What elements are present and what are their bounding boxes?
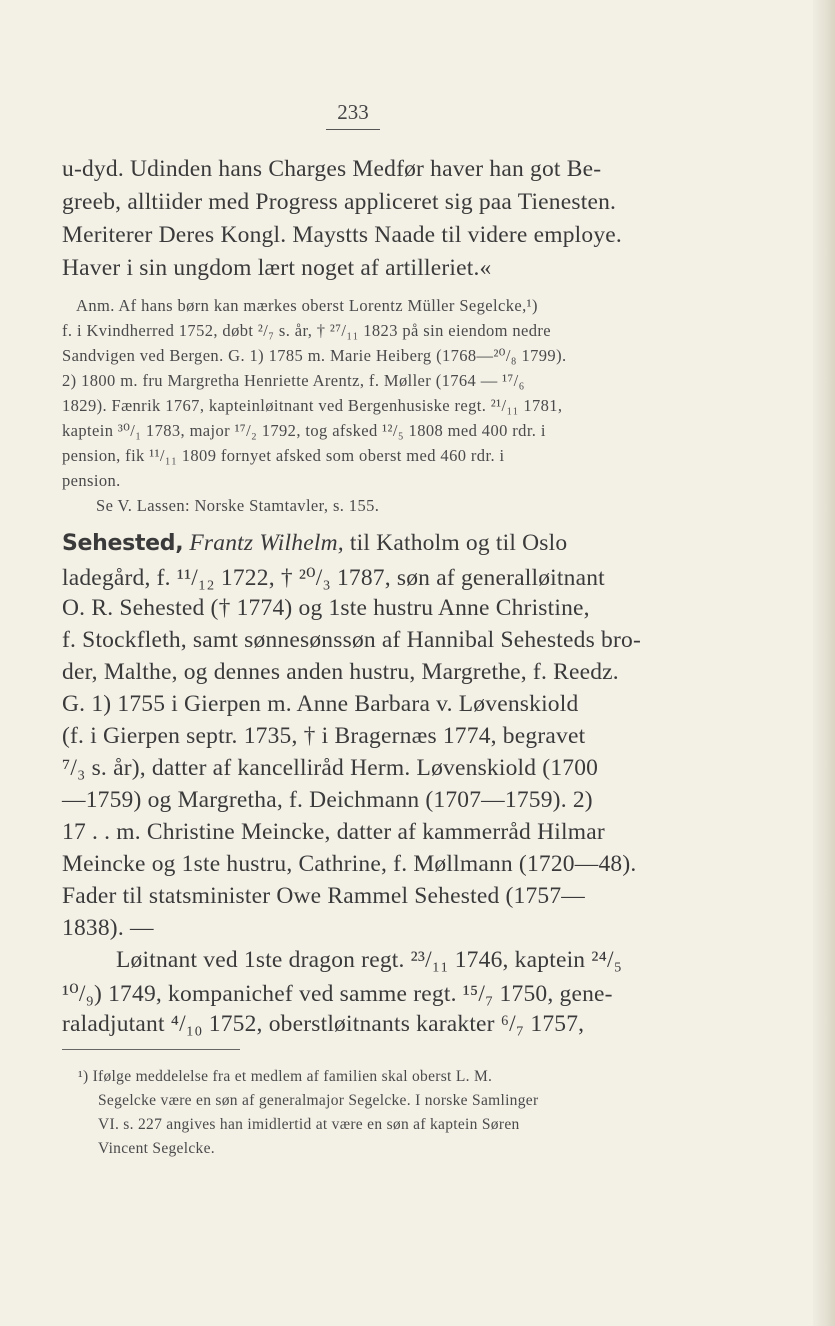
entry-line: Meincke og 1ste hustru, Cathrine, f. Møllmann (1720—48). (62, 851, 637, 877)
text-line: u-dyd. Udinden hans Charges Medfør haver han got Be- (62, 156, 602, 182)
text-line: Haver i sin ungdom lært noget af artilleriet.« (62, 255, 492, 281)
page-number-rule (326, 129, 380, 130)
anm-reference: Se V. Lassen: Norske Stamtavler, s. 155. (96, 496, 380, 515)
anm-line: 2) 1800 m. fru Margretha Henriette Arentz, f. Møller (1764 — ¹⁷/₆ (62, 371, 525, 390)
footnote-line: Segelcke være en søn af generalmajor Segelcke. I norske Samlinger (98, 1092, 539, 1109)
entry-line: O. R. Sehested († 1774) og 1ste hustru Anne Christine, (62, 595, 590, 621)
entry-line: ¹⁰/₉) 1749, kompanichef ved samme regt. ¹⁵/₇ 1750, gene- (62, 981, 613, 1007)
anm-line: pension, fik ¹¹/₁₁ 1809 fornyet afsked som oberst med 460 rdr. i (62, 446, 505, 465)
entry-heading-line (62, 530, 567, 557)
entry-line: f. Stockfleth, samt sønnesønssøn af Hannibal Sehesteds bro- (62, 627, 641, 653)
text-line: Meriterer Deres Kongl. Maystts Naade til videre employe. (62, 222, 623, 248)
page-edge (813, 0, 835, 1326)
entry-line: 1838). — (62, 915, 154, 941)
anm-line: Anm. Af hans børn kan mærkes oberst Lorentz Müller Segelcke,¹) (76, 296, 538, 315)
entry-line: der, Malthe, og dennes anden hustru, Margrethe, f. Reedz. (62, 659, 619, 685)
entry-given-names: Frantz Wilhelm, (189, 530, 344, 556)
entry-line: G. 1) 1755 i Gierpen m. Anne Barbara v. Løvenskiold (62, 691, 579, 717)
entry-line: ⁷/₃ s. år), datter af kancelliråd Herm. Løvenskiold (1700 (62, 755, 599, 781)
footnote-line: VI. s. 227 angives han imidlertid at være en søn af kaptein Søren (98, 1116, 520, 1133)
entry-surname: Sehested, (62, 531, 184, 556)
anm-line: Sandvigen ved Bergen. G. 1) 1785 m. Marie Heiberg (1768—²⁰/₈ 1799). (62, 346, 567, 365)
entry-line: ladegård, f. ¹¹/₁₂ 1722, † ²⁰/₃ 1787, søn af generalløitnant (62, 565, 605, 591)
entry-line: 17 . . m. Christine Meincke, datter af kammerråd Hilmar (62, 819, 605, 845)
anm-line: f. i Kvindherred 1752, døbt ²/₇ s. år, † ²⁷/₁₁ 1823 på sin eiendom nedre (62, 321, 552, 340)
footnote-line: Vincent Segelcke. (98, 1140, 215, 1157)
anm-line: 1829). Fænrik 1767, kapteinløitnant ved Bergenhusiske regt. ²¹/₁₁ 1781, (62, 396, 563, 415)
entry-line: Fader til statsminister Owe Rammel Sehested (1757— (62, 883, 585, 909)
footnote-line: ¹) Ifølge meddelelse fra et medlem af familien skal oberst L. M. (78, 1068, 493, 1085)
entry-line: —1759) og Margretha, f. Deichmann (1707—1759). 2) (62, 787, 593, 813)
entry-line: raladjutant ⁴/₁₀ 1752, oberstløitnants karakter ⁶/₇ 1757, (62, 1011, 585, 1037)
anm-line: pension. (62, 471, 121, 490)
anm-line: kaptein ³⁰/₁ 1783, major ¹⁷/₂ 1792, tog afsked ¹²/₅ 1808 med 400 rdr. i (62, 421, 546, 440)
entry-line: (f. i Gierpen septr. 1735, † i Bragernæs 1774, begravet (62, 723, 586, 749)
text-line: greeb, alltiider med Progress appliceret sig paa Tienesten. (62, 189, 617, 215)
page-number: 233 (337, 100, 369, 124)
footnote-rule (62, 1049, 240, 1050)
entry-first-line-rest: til Katholm og til Oslo (349, 530, 568, 556)
entry-line: Løitnant ved 1ste dragon regt. ²³/₁₁ 1746, kaptein ²⁴/₅ (116, 947, 623, 973)
